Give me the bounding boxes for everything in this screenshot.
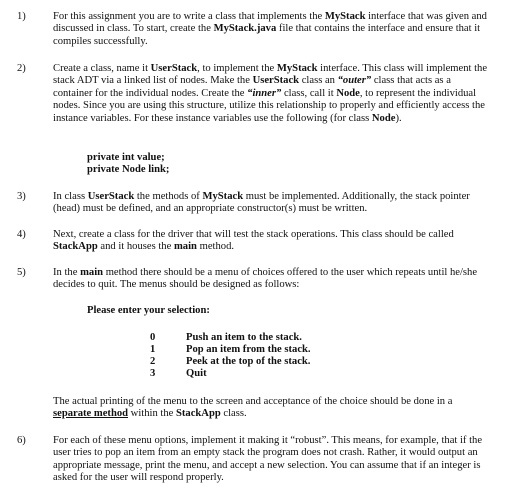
item-number: 6)	[17, 435, 26, 446]
item-text: In the main method there should be a menu of choices offered to the user which repeats until he/she decides to quit. The menus should be designed as follows:	[53, 267, 478, 291]
menu-option-key: 0	[150, 332, 156, 343]
menu-option-label: Quit	[186, 368, 207, 379]
code-line-link: private Node link;	[87, 164, 170, 175]
menu-option	[0, 332, 509, 344]
item-text: For each of these menu options, implement it making it “robust”. This means, for example, that if the user tries to pop an item from an empty stack the program does not crash. Rather, it would output an appropriate message, print the menu, and accept a new selection. You can assume that if an integer is asked for the user will respond properly.	[53, 435, 483, 484]
menu-note: The actual printing of the menu to the screen and acceptance of the choice should be done in a separate method within the StackApp class.	[53, 396, 453, 420]
menu-option-label: Peek at the top of the stack.	[186, 356, 311, 367]
item-number: 4)	[17, 229, 26, 240]
menu-option-label: Push an item to the stack.	[186, 332, 302, 343]
item-number: 1)	[17, 11, 26, 22]
menu-option-label: Pop an item from the stack.	[186, 344, 311, 355]
menu-option-key: 2	[150, 356, 156, 367]
item-number: 2)	[17, 63, 26, 74]
item-text: Create a class, name it UserStack, to implement the MyStack interface. This class will implement the stack ADT via a linked list of nodes. Make the UserStack class an “outer” class that acts as a container for the individual nodes. Create the “inner” class, call it Node, to represent the individual nodes. Since you are using this structure, utilize this relationship to properly and efficiently access the instance variables. For these instance variables use the following (for class Node).	[53, 63, 488, 124]
item-text: In class UserStack the methods of MyStack must be implemented. Additionally, the stack pointer (head) must be defined, and an appropriate constructor(s) must be written.	[53, 191, 470, 215]
menu-option	[0, 356, 509, 368]
item-text: Next, create a class for the driver that will test the stack operations. This class should be called StackApp and it houses the main method.	[53, 229, 454, 253]
item-number: 5)	[17, 267, 26, 278]
item-number: 3)	[17, 191, 26, 202]
menu-prompt: Please enter your selection:	[87, 305, 210, 316]
menu-option	[0, 344, 509, 356]
menu-option-key: 1	[150, 344, 156, 355]
menu-option	[0, 368, 509, 380]
menu-option-key: 3	[150, 368, 156, 379]
item-text: For this assignment you are to write a class that implements the MyStack interface that was given and discussed in class. To start, create the MyStack.java file that contains the interface and ensure that it compiles successfully.	[53, 11, 487, 47]
code-line-value: private int value;	[87, 152, 165, 163]
